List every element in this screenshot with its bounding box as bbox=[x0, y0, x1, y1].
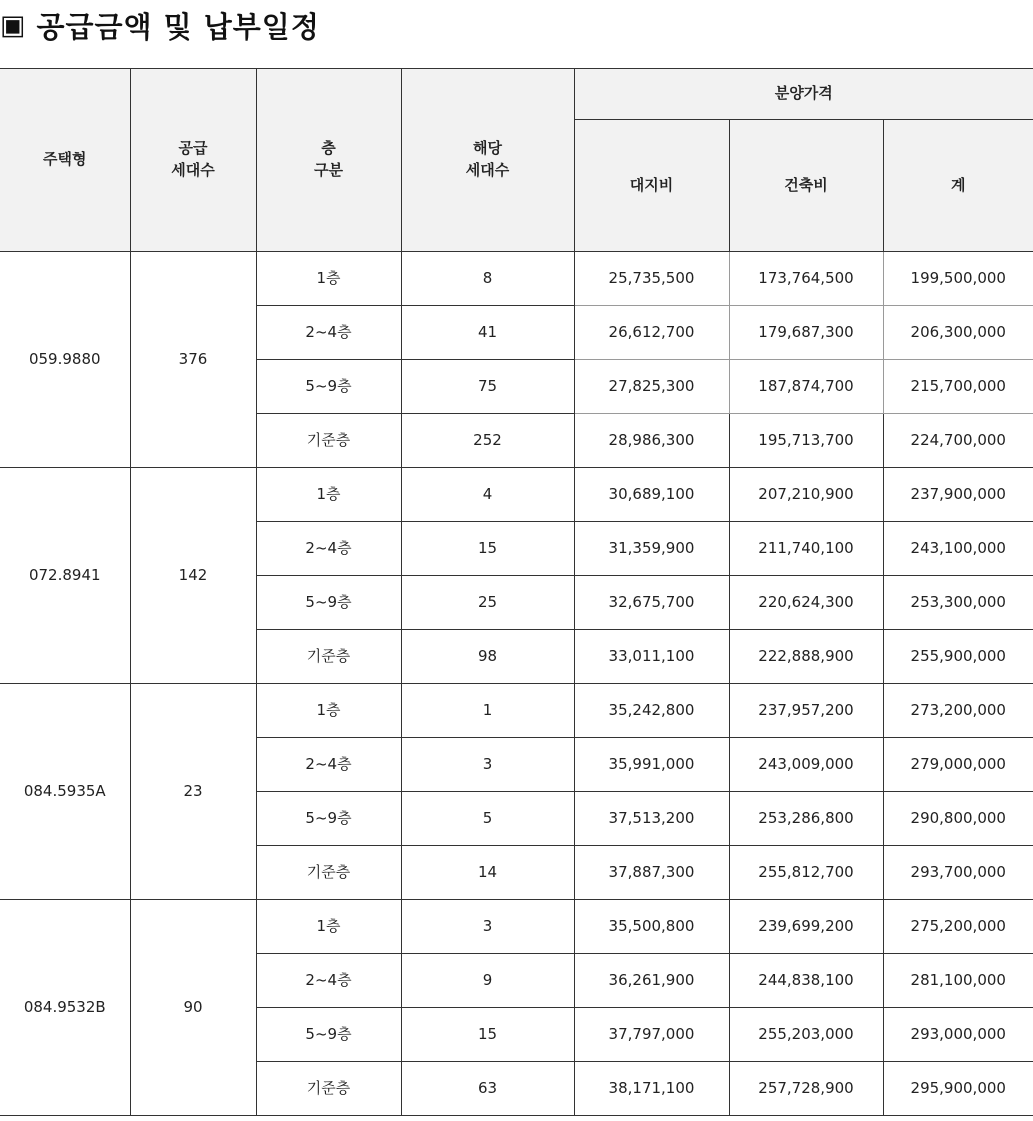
cell-building: 239,699,200 bbox=[729, 900, 883, 954]
cell-floor: 2~4층 bbox=[256, 954, 401, 1008]
cell-floor: 1층 bbox=[256, 900, 401, 954]
cell-units: 8 bbox=[401, 252, 574, 306]
cell-type: 084.9532B bbox=[0, 900, 130, 1116]
cell-building: 244,838,100 bbox=[729, 954, 883, 1008]
cell-floor: 5~9층 bbox=[256, 576, 401, 630]
cell-units: 1 bbox=[401, 684, 574, 738]
cell-supply: 90 bbox=[130, 900, 256, 1116]
cell-land: 38,171,100 bbox=[574, 1062, 729, 1116]
cell-land: 25,735,500 bbox=[574, 252, 729, 306]
page-title bbox=[0, 0, 320, 50]
cell-total: 281,100,000 bbox=[883, 954, 1033, 1008]
cell-floor: 1층 bbox=[256, 684, 401, 738]
cell-land: 30,689,100 bbox=[574, 468, 729, 522]
cell-type: 059.9880 bbox=[0, 252, 130, 468]
cell-total: 293,700,000 bbox=[883, 846, 1033, 900]
header-land: 대지비 bbox=[574, 120, 729, 252]
cell-building: 237,957,200 bbox=[729, 684, 883, 738]
cell-floor: 2~4층 bbox=[256, 306, 401, 360]
cell-total: 215,700,000 bbox=[883, 360, 1033, 414]
cell-supply: 23 bbox=[130, 684, 256, 900]
cell-floor: 기준층 bbox=[256, 414, 401, 468]
cell-units: 14 bbox=[401, 846, 574, 900]
supply-price-table bbox=[0, 68, 1033, 1116]
cell-total: 295,900,000 bbox=[883, 1062, 1033, 1116]
header-supply-units-line1: 공급 bbox=[178, 139, 208, 158]
cell-total: 255,900,000 bbox=[883, 630, 1033, 684]
cell-units: 15 bbox=[401, 1008, 574, 1062]
table-row bbox=[0, 468, 1033, 522]
cell-floor: 5~9층 bbox=[256, 1008, 401, 1062]
cell-total: 290,800,000 bbox=[883, 792, 1033, 846]
cell-units: 41 bbox=[401, 306, 574, 360]
header-floor bbox=[256, 69, 401, 252]
cell-building: 222,888,900 bbox=[729, 630, 883, 684]
cell-floor: 기준층 bbox=[256, 846, 401, 900]
cell-land: 33,011,100 bbox=[574, 630, 729, 684]
cell-land: 37,513,200 bbox=[574, 792, 729, 846]
header-price-group: 분양가격 bbox=[574, 69, 1033, 120]
page-title-text: 공급금액 및 납부일정 bbox=[36, 9, 320, 44]
cell-building: 220,624,300 bbox=[729, 576, 883, 630]
cell-total: 243,100,000 bbox=[883, 522, 1033, 576]
cell-building: 257,728,900 bbox=[729, 1062, 883, 1116]
cell-building: 179,687,300 bbox=[729, 306, 883, 360]
cell-total: 199,500,000 bbox=[883, 252, 1033, 306]
header-type: 주택형 bbox=[0, 69, 130, 252]
cell-building: 173,764,500 bbox=[729, 252, 883, 306]
cell-building: 255,203,000 bbox=[729, 1008, 883, 1062]
cell-type: 084.5935A bbox=[0, 684, 130, 900]
header-units bbox=[401, 69, 574, 252]
cell-building: 195,713,700 bbox=[729, 414, 883, 468]
cell-units: 5 bbox=[401, 792, 574, 846]
header-units-line2: 세대수 bbox=[465, 161, 510, 179]
header-units-line1: 해당 bbox=[473, 139, 502, 158]
cell-building: 211,740,100 bbox=[729, 522, 883, 576]
cell-land: 28,986,300 bbox=[574, 414, 729, 468]
cell-building: 255,812,700 bbox=[729, 846, 883, 900]
cell-floor: 기준층 bbox=[256, 1062, 401, 1116]
header-total: 계 bbox=[883, 120, 1033, 252]
cell-units: 15 bbox=[401, 522, 574, 576]
cell-total: 206,300,000 bbox=[883, 306, 1033, 360]
cell-floor: 1층 bbox=[256, 252, 401, 306]
cell-floor: 기준층 bbox=[256, 630, 401, 684]
cell-land: 31,359,900 bbox=[574, 522, 729, 576]
cell-land: 32,675,700 bbox=[574, 576, 729, 630]
cell-supply: 376 bbox=[130, 252, 256, 468]
cell-land: 35,242,800 bbox=[574, 684, 729, 738]
cell-units: 3 bbox=[401, 900, 574, 954]
cell-units: 252 bbox=[401, 414, 574, 468]
header-supply-units-line2: 세대수 bbox=[171, 161, 215, 179]
cell-units: 63 bbox=[401, 1062, 574, 1116]
cell-units: 3 bbox=[401, 738, 574, 792]
header-row-top bbox=[0, 69, 1033, 120]
header-floor-line2: 구분 bbox=[314, 161, 343, 179]
cell-building: 187,874,700 bbox=[729, 360, 883, 414]
cell-units: 25 bbox=[401, 576, 574, 630]
cell-land: 37,887,300 bbox=[574, 846, 729, 900]
cell-floor: 1층 bbox=[256, 468, 401, 522]
cell-floor: 2~4층 bbox=[256, 738, 401, 792]
cell-land: 35,500,800 bbox=[574, 900, 729, 954]
cell-land: 35,991,000 bbox=[574, 738, 729, 792]
cell-units: 9 bbox=[401, 954, 574, 1008]
cell-total: 273,200,000 bbox=[883, 684, 1033, 738]
cell-units: 4 bbox=[401, 468, 574, 522]
square-bullet-icon: ▣ bbox=[0, 9, 27, 41]
cell-land: 37,797,000 bbox=[574, 1008, 729, 1062]
cell-total: 253,300,000 bbox=[883, 576, 1033, 630]
cell-total: 275,200,000 bbox=[883, 900, 1033, 954]
cell-total: 293,000,000 bbox=[883, 1008, 1033, 1062]
cell-floor: 5~9층 bbox=[256, 792, 401, 846]
cell-floor: 2~4층 bbox=[256, 522, 401, 576]
header-floor-line1: 층 bbox=[321, 139, 336, 158]
header-supply-units bbox=[130, 69, 256, 252]
cell-building: 207,210,900 bbox=[729, 468, 883, 522]
cell-type: 072.8941 bbox=[0, 468, 130, 684]
cell-units: 98 bbox=[401, 630, 574, 684]
cell-units: 75 bbox=[401, 360, 574, 414]
table-row bbox=[0, 900, 1033, 954]
header-building: 건축비 bbox=[729, 120, 883, 252]
cell-land: 26,612,700 bbox=[574, 306, 729, 360]
cell-land: 36,261,900 bbox=[574, 954, 729, 1008]
cell-building: 253,286,800 bbox=[729, 792, 883, 846]
table-row bbox=[0, 252, 1033, 306]
cell-total: 279,000,000 bbox=[883, 738, 1033, 792]
cell-total: 237,900,000 bbox=[883, 468, 1033, 522]
cell-land: 27,825,300 bbox=[574, 360, 729, 414]
cell-total: 224,700,000 bbox=[883, 414, 1033, 468]
table-row bbox=[0, 684, 1033, 738]
cell-floor: 5~9층 bbox=[256, 360, 401, 414]
cell-building: 243,009,000 bbox=[729, 738, 883, 792]
cell-supply: 142 bbox=[130, 468, 256, 684]
